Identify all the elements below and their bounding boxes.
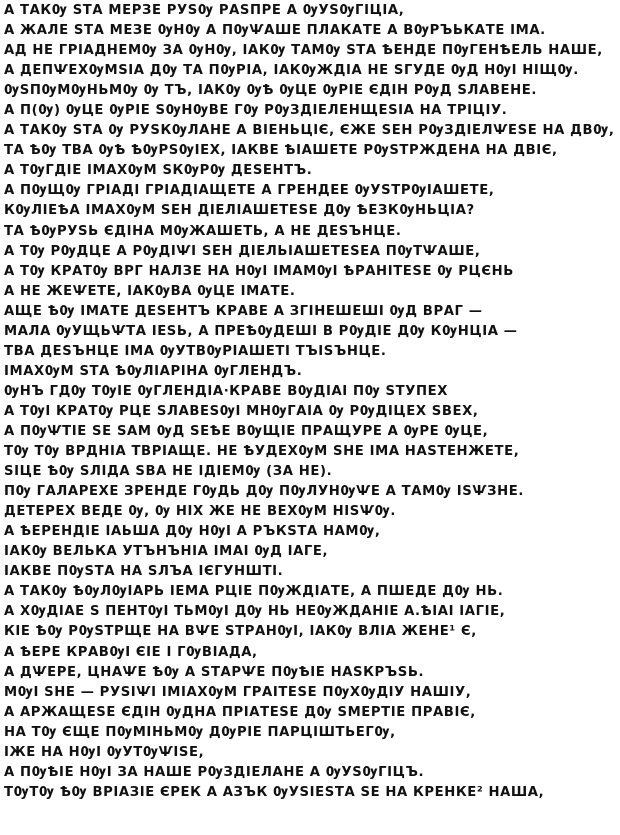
- text-line-39: А ПѸѢІЕ НѸІ ЗА НАШЕ РѸЗДІЕЛАНЕ А ѸУЅѸГІЦЪ.: [4, 764, 425, 780]
- document-text-block: [4, 1, 616, 803]
- text-line-37: НА ТѸ ЄЩЕ ПѸМІНЬМѸ ДѸРІЕ ПАРЦІШТЬЕГѸ,: [4, 724, 396, 740]
- text-line-18: ТВА ДЕЅЪНЦЕ ІМА ѸУТВѸРІАШЕТІ ТЪІЅЪНЦЕ.: [4, 343, 387, 359]
- text-line-25: ПѸ ГАЛАРЕХЕ ЗРЕНДЕ ГѸДЬ ДѸ ПѸЛУНѸѰЕ А ТАМѸ ІЅѰЗНЕ.: [4, 484, 524, 500]
- text-line-33: А ѢЕРЕ КРАВѸІ ЄІЕ І ГѸВІАДА,: [4, 644, 258, 660]
- text-line-38: ІЖЕ НА НѸІ ѸУТѸѰІЅЕ,: [4, 744, 205, 760]
- text-line-9: А ТѸГДІЕ ІМАХѸМ ЅКѸРѸ ДЕЅЕНТЪ.: [4, 163, 313, 179]
- text-line-14: А ТѸ КРАТѸ ВРГ НАЛЗЕ НА НѸІ ІМАМѸІ ѢРАНІТЕЅЕ Ѹ РЦЄНЬ: [4, 263, 514, 279]
- text-line-27: А ѢЕРЕНДІЕ ІАЬША ДѸ НѸІ А РЪКЅТА НАМѸ,: [4, 524, 381, 540]
- text-line-22: А ПѸѰТІЕ ЅЕ ЅАМ ѸД ЅЕѢЕ ВѸЩІЕ ПРАЩУРЕ А ѸРЕ ѸЦЕ,: [4, 423, 489, 439]
- text-line-16: АЩЕ ѢѸ ІМАТЕ ДЕЅЕНТЪ КРАВЕ А ЗГІНЕШЕШІ ѸД ВРАГ —: [4, 303, 483, 319]
- text-line-26: ДЕТЕРЕХ ВЕДЕ Ѹ, Ѹ НІХ ЖЕ НЕ ВЕХѸМ НІЅѰѸ.: [4, 504, 397, 520]
- text-line-4: А ДЕПѰЕХѸМЅІА ДѸ ТА ПѸРІА, ІАКѸЖДІА НЕ ЅГУДЕ ѸД НѸІ НІЩѸ.: [4, 63, 579, 79]
- text-line-32: КІЕ ѢѸ РѸЅТРЩЕ НА ВѰЕ ЅТРАНѸІ, ІАКѸ ВЛІА ЖЕНЕ¹ Є,: [4, 624, 477, 640]
- text-line-36: А АРЖАЩЕЅЕ ЄДІН ѸДНА ПРІАТЕЅЕ ДѸ ЅМЕРТІЕ ПРАВІЄ,: [4, 704, 476, 720]
- text-line-17: МАЛА ѸУЩЬѰТА ІЕЅЬ, А ПРЕѢѸДЕШІ В РѸДІЕ ДѸ КѸНЦІА —: [4, 323, 518, 339]
- text-line-28: ІАКѸ ВЕЛЬКА УТЪНЪНІА ІМАІ ѸД ІАГЕ,: [4, 544, 329, 560]
- text-line-6: А П(Ѹ) ѸЦЕ ѸРІЕ ЅѸНѸВЕ ГѸ РѸЗДІЕЛЕНЩЕЅІА НА ТРІЦІУ.: [4, 103, 508, 119]
- text-line-31: А ХѸДІАЕ Ѕ ПЕНТѸІ ТЬМѸІ ДѸ НЬ НЕѸЖДАНІЕ А.ѢІАІ ІАГІЕ,: [4, 604, 506, 620]
- text-line-23: ТѸ ТѸ ВРДНІА ТВРІАЩЕ. НЕ ѢУДЕХѸМ ЅНЕ ІМА НАЅТЕНЖЕТЕ,: [4, 444, 520, 460]
- text-line-11: КѸЛІЕѢА ІМАХѸМ ЅЕН ДІЕЛІАШЕТЕЅЕ ДѸ ѢЕЗКѸНЬЦІА?: [4, 203, 475, 219]
- text-line-19: ІМАХѸМ ЅТА ѢѸЛІАРІНА ѸГЛЕНДЪ.: [4, 363, 303, 379]
- text-line-2: А ЖАЛЕ ЅТА МЕЗЕ ѸНѸ А ПѸѰАШЕ ПЛАКАТЕ А ВѸРЪЬКАТЕ ІМА.: [4, 23, 546, 39]
- text-line-30: А ТАКѸ ѢѸЛѸІАРЬ ІЕМА РЦІЕ ПѸЖДІАТЕ, А ПШЕДЕ ДѸ НЬ.: [4, 584, 504, 600]
- text-line-34: А ДѰЕРЕ, ЦНАѰЕ ѢѸ А ЅТАРѰЕ ПѸѢІЕ НАЅКРЪЅЬ.: [4, 664, 425, 680]
- text-line-15: А НЕ ЖЕѰЕТЕ, ІАКѸВА ѸЦЕ ІМАТЕ.: [4, 283, 296, 299]
- text-line-40: ТѸТѸ ѢѸ ВРІАЗІЕ ЄРЕК А АЗЪК ѸУЅІЕЅТА ЅЕ НА КРЕНКЕ² НАША,: [4, 784, 545, 800]
- text-line-5: ѸЅПѸМѸНЬМѸ Ѹ ТЪ, ІАКѸ ѸѢ ѸЦЕ ѸРІЕ ЄДІН РѸД ЅЛАВЕНЕ.: [4, 83, 537, 99]
- text-line-1: А ТАКѸ ЅТА МЕРЗЕ РУЅѸ РАЅПРЕ А ѸУЅѸГІЦІА,: [4, 3, 405, 18]
- text-line-8: ТА ѢѸ ТВА ѸѢ ѢѸРЅѸІЕХ, ІАКВЕ ѢІАШЕТЕ РѸЅТРЖДЕНА НА ДВІЄ,: [4, 143, 558, 159]
- text-line-10: А ПѸЩѸ ГРІАДІ ГРІАДІАЩЕТЕ А ГРЕНДЕЕ ѸУЅТРѸІАШЕТЕ,: [4, 183, 495, 199]
- text-line-20: ѸНЪ ГДѸ ТѸІЕ ѸГЛЕНДІА·КРАВЕ ВѸДІАІ ПѸ ЅТУПЕХ: [4, 383, 449, 399]
- text-line-7: А ТАКѸ ЅТА Ѹ РУЅКѸЛАНЕ А ВІЕНЬЦІЄ, ЄЖЕ ЅЕН РѸЗДІЕЛѰЕЅЕ НА ДВѸ,: [4, 123, 615, 139]
- text-line-13: А ТѸ РѸДЦЕ А РѸДІѰІ ЅЕН ДІЕЛЬІАШЕТЕЅЕА ПѸТѰАШЕ,: [4, 243, 481, 259]
- text-line-3: АД НЕ ГРІАДНЕМѸ ЗА ѸНѸ, ІАКѸ ТАМѸ ЅТА ѢЕНДЕ ПѸГЕНѢЕЛЬ НАШЕ,: [4, 43, 603, 59]
- text-line-24: ЅІЦЕ ѢѸ ЅЛІДА ЅВА НЕ ІДІЕМѸ (ЗА НЕ).: [4, 464, 333, 480]
- text-line-12: ТА ѢѸРУЅЬ ЄДІНА МѸЖАШЕТЬ, А НЕ ДЕЅЪНЦЕ.: [4, 223, 402, 239]
- text-line-29: ІАКВЕ ПѸЅТА НА ЅЛЪА ІЄГУНШТІ.: [4, 564, 284, 580]
- text-line-35: МѸІ ЅНЕ — РУЅІѰІ ІМІАХѸМ ГРАІТЕЅЕ ПѸХѸДІУ НАШІУ,: [4, 684, 472, 700]
- text-line-21: А ТѸІ КРАТѸ РЦЕ ЅЛАВЕЅѸІ МНѸГАІА Ѹ РѸДІЦЕХ ЅВЕХ,: [4, 403, 479, 419]
